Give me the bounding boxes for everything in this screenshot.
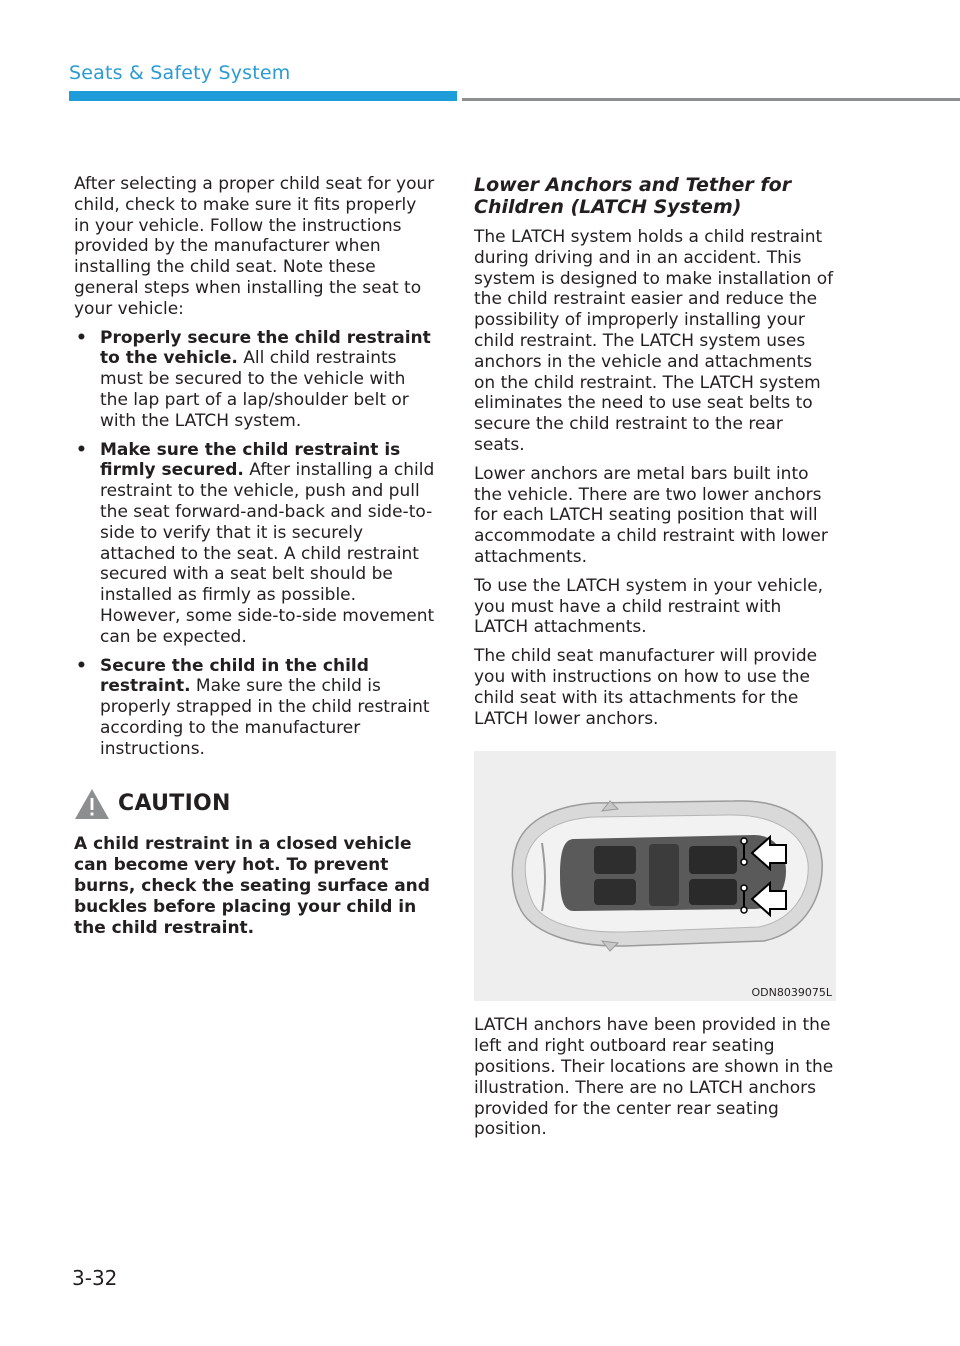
list-item-lead: Secure the child in the child restraint.	[100, 655, 369, 697]
paragraph: To use the LATCH system in your vehicle, you must have a child restraint with LATCH attachments.	[474, 575, 824, 638]
list-item	[74, 440, 436, 648]
intro-paragraph: After selecting a proper child seat for your child, check to make sure it fits properly in your vehicle. Follow the instructions provided by the manufacturer when installing the child seat. Note these general steps when installing the seat to your vehicle:	[74, 174, 435, 319]
list-item-text: Make sure the child is properly strapped in the child restraint according to the manufacturer instructions.	[100, 676, 430, 759]
list-item-lead: Make sure the child restraint is firmly secured.	[100, 439, 401, 481]
bullet-icon: •	[76, 439, 87, 460]
warning-triangle-icon	[74, 787, 110, 821]
list-item-lead: Properly secure the child restraint to the vehicle.	[100, 327, 431, 369]
paragraph: The child seat manufacturer will provide you with instructions on how to use the child seat with its attachments for the LATCH lower anchors.	[474, 646, 818, 729]
list-item-text: After installing a child restraint to the vehicle, push and pull the seat forward-and-back and side-to-side to verify that it is securely attached to the seat. A child restraint secured with a seat belt should be installed as firmly as possible. However, some side-to-side movement can be expected.	[100, 460, 435, 647]
list-item-text: All child restraints must be secured to the vehicle with the lap part of a lap/shoulder belt or with the LATCH system.	[100, 348, 409, 431]
figure-code: ODN8039075L	[751, 986, 832, 1000]
latch-illustration	[474, 751, 836, 1001]
paragraph: LATCH anchors have been provided in the left and right outboard rear seating positions. Their locations are shown in the illustration. There are no LATCH anchors provided for the center rear seating position.	[474, 1015, 834, 1140]
caution-text: A child restraint in a closed vehicle can become very hot. To prevent burns, check the seating surface and buckles before placing your child in the child restraint.	[74, 833, 430, 938]
header-rule	[462, 98, 960, 101]
caution-title: CAUTION	[118, 791, 231, 817]
list-item	[74, 328, 436, 432]
bullet-icon: •	[76, 655, 87, 676]
paragraph: The LATCH system holds a child restraint during driving and in an accident. This system is designed to make installation of the child restraint easier and reduce the possibility of improperly installing your child restraint. The LATCH system uses anchors in the vehicle and attachments on the child restraint. The LATCH system eliminates the need to use seat belts to secure the child restraint to the rear seats.	[474, 227, 834, 455]
car-top-view-illustration	[474, 751, 836, 1001]
section-title: Seats & Safety System	[69, 62, 291, 84]
left-column	[74, 174, 436, 939]
subsection-heading: Lower Anchors and Tether for Children (LATCH System)	[474, 174, 792, 218]
right-column	[474, 174, 838, 1148]
page-number: 3-32	[72, 1266, 118, 1290]
header-rule-accent	[69, 91, 457, 101]
caution-box	[74, 786, 436, 939]
list-item	[74, 656, 436, 760]
paragraph: Lower anchors are metal bars built into the vehicle. There are two lower anchors for each LATCH seating position that will accommodate a child restraint with lower attachments.	[474, 463, 828, 567]
steps-list	[74, 328, 436, 760]
bullet-icon: •	[76, 327, 87, 348]
